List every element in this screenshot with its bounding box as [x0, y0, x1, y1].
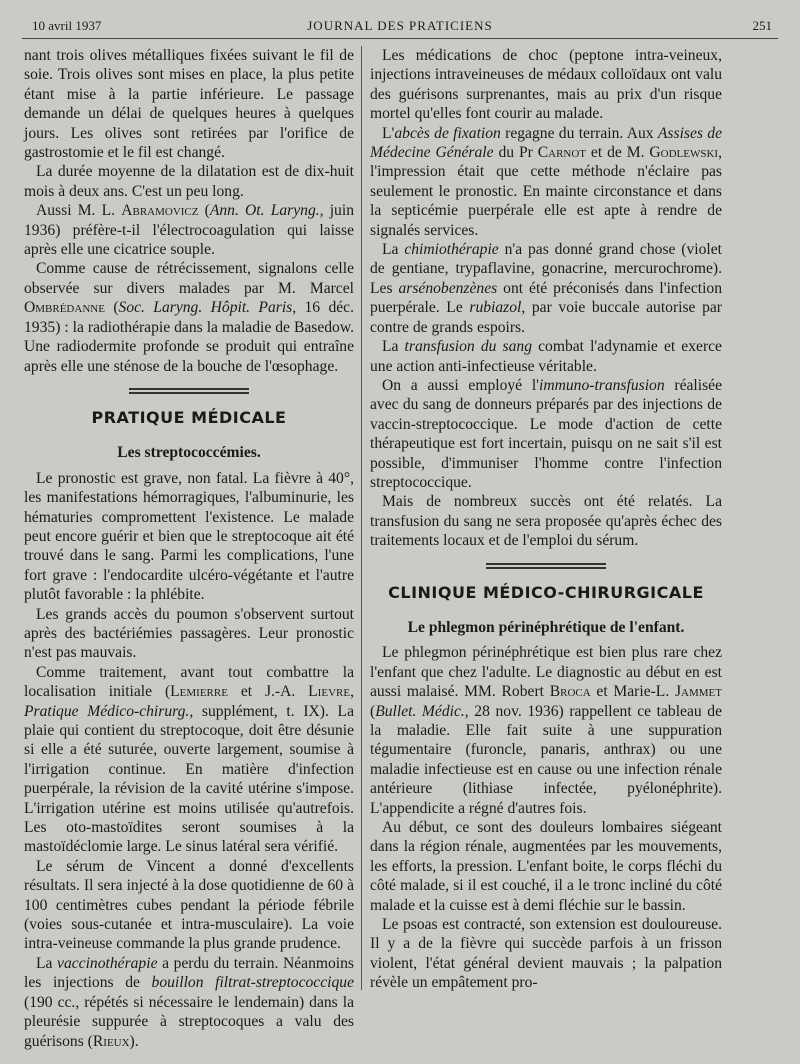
paragraph: La vaccinothérapie a perdu du terrain. Néanmoins les injections de bouillon filtrat-streptococcique (190 cc., répétés si nécessaire le lendemain) dans la pleurésie suppurée à streptocoques a valu des guérisons (Rieux). [24, 954, 354, 1050]
running-head [22, 14, 778, 39]
section-separator [486, 563, 606, 569]
section-heading: PRATIQUE MÉDICALE [91, 407, 287, 427]
author-name: Carnot [537, 144, 587, 162]
paragraph: On a aussi employé l'immuno-transfusion réalisée avec du sang de donneurs préparés par des injections de vaccin-streptococcique. Le mode d'action de cette thérapeutique est fort incertain, puisqu on ne sait s'il est possible, d'immuniser l'homme contre l'infection streptococcique. [370, 376, 722, 491]
paragraph: Les grands accès du poumon s'observent surtout après des bactériémies passagères. Leur pronostic n'est pas mauvais. [24, 605, 354, 662]
article-title: Le phlegmon périnéphrétique de l'enfant. [407, 618, 685, 636]
right-column [370, 46, 722, 993]
paragraph: La transfusion du sang combat l'adynamie et exerce une action anti-infectieuse véritable. [370, 338, 722, 375]
paragraph: nant trois olives métalliques fixées suivant le fil de soie. Trois olives sont mises en place, la plus petite étant mise à la partie inférieure. Le passage demande un délai de quelques heures à quelques jours. Les olives sont retirées par l'orifice de gastrostomie et le fil est changé. [24, 47, 354, 162]
citation: Ann. Ot. Laryng., [209, 202, 324, 220]
paragraph: La chimiothérapie n'a pas donné grand chose (violet de gentiane, trypaflavine, gonacrine, mercurochrome). Les arsénobenzènes ont été préconisés dans l'infection puerpérale. Le rubiazol, par voie buccale autorise par contre de grands espoirs. [370, 241, 722, 336]
paragraph: L'abcès de fixation regagne du terrain. Aux Assises de Médecine Générale du Pr Carnot et de M. Godlewski, l'impression était que cette méthode n'éclaire pas seulement le pronostic. En mainte circonstance et dans la septicémie puerpérale elle est apte à rendre de signalés services. [370, 124, 722, 239]
paragraph: Le psoas est contracté, son extension est douloureuse. Il y a de la fièvre qui succède parfois à un frisson violent, l'état général devient mauvais ; la palpation révèle un empâtement pro- [370, 916, 722, 992]
citation: Bullet. Médic., [375, 702, 469, 720]
paragraph: Comme cause de rétrécissement, signalons celle observée sur divers malades par M. Marcel Ombrédanne (Soc. Laryng. Hôpit. Paris, 16 déc. 1935) : la radiothérapie dans la maladie de Basedow. Une radiodermite profonde se produit qui entraîne après elle une sténose de la bouche de l'œsophage. [24, 260, 355, 375]
page-number: 251 [752, 18, 772, 33]
citation: Soc. Laryng. Hôpit. Paris, [118, 299, 297, 317]
paragraph: La durée moyenne de la dilatation est de dix-huit mois à deux ans. C'est un peu long. [24, 163, 354, 200]
author-name: Broca [549, 683, 591, 701]
author-name: Ombrédanne [24, 299, 105, 317]
paragraph: Le sérum de Vincent a donné d'excellents résultats. Il sera injecté à la dose quotidienne de 60 à 100 centimètres cubes pendant la période fébrile (voies sous-cutanée et intra-musculaire). La voie intra-veineuse commande la plus grande prudence. [24, 857, 354, 953]
author-name: Lemierre [170, 683, 228, 701]
author-name: Lievre [308, 683, 351, 701]
journal-title: JOURNAL DES PRATICIENS [307, 18, 493, 33]
paragraph: Au début, ce sont des douleurs lombaires siégeant dans la région rénale, augmentées par les mouvements, les efforts, la pression. L'enfant boite, le corps fléchi du côté malade, si il est couché, il a le tronc incliné du côté malade et la cuisse est à demi fléchie sur le bassin. [370, 819, 722, 914]
citation: Pratique Médico-chirurg., [24, 702, 194, 720]
left-column [24, 46, 354, 1051]
paragraph: Les médications de choc (peptone intra-veineux, injections intraveineuses de médaux colloïdaux ont valu des guérisons surprenantes, mais au prix d'un risque mortel qu'elles font courir au malade. [370, 47, 722, 123]
paragraph: Comme traitement, avant tout combattre la localisation initiale (Lemierre et J.-A. Lievre, Pratique Médico-chirurg., supplément, t. IX). La plaie qui contient du streptocoque, doit être désunie si elle a été suturée, ouverte largement, soumise à l'irrigation continue. En matière d'infection puerpérale, la révision de la cavité utérine s'impose. L'irrigation utérine est moins utilisée qu'autrefois. Les oto-mastoïdites seront soumises à la mastoïdéclomie large. Le sinus latéral sera vérifié. [24, 663, 355, 856]
paragraph: Mais de nombreux succès ont été relatés. La transfusion du sang ne sera proposée qu'après échec des traitements locaux et de l'emploi du sérum. [370, 493, 722, 550]
author-name: Godlewski [649, 144, 719, 162]
author-name: Rieux [92, 1032, 130, 1050]
header-date: 10 avril 1937 [32, 18, 102, 33]
paragraph: Le pronostic est grave, non fatal. La fièvre à 40°, les manifestations hémorragiques, l'albuminurie, les hématuries compromettent l'existence. Le malade peut encore guérir et bien que le streptocoque ait été trouvé dans le sang. Parmi les complications, l'une fort grave : l'endocardite ulcéro-végétante et l'autre plutôt favorable : la phlébite. [24, 469, 354, 604]
section-heading: CLINIQUE MÉDICO-CHIRURGICALE [388, 582, 704, 602]
column-rule [361, 46, 362, 990]
author-name: Jammet [674, 683, 722, 701]
paragraph: Aussi M. L. Abramovicz (Ann. Ot. Laryng., juin 1936) préfère-t-il l'électrocoagulation qui laisse après elle une cicatrice souple. [24, 202, 354, 259]
article-title: Les streptococcémies. [117, 444, 261, 462]
section-separator [129, 388, 249, 394]
author-name: Abramovicz [121, 202, 199, 220]
paragraph: Le phlegmon périnéphrétique est bien plus rare chez l'enfant que chez l'adulte. Le diagnostic au début en est aussi malaisé. MM. Robert Broca et Marie-L. Jammet (Bullet. Médic., 28 nov. 1936) rappellent ce tableau de la maladie. Elle fait suite à une suppuration tégumentaire (furoncle, panaris, anthrax) ou une maladie infectieuse est en cause ou une infection rénale antérieure (lithiase infectée, pyélonéphrite). L'appendicite a régné d'autres fois. [370, 644, 723, 817]
